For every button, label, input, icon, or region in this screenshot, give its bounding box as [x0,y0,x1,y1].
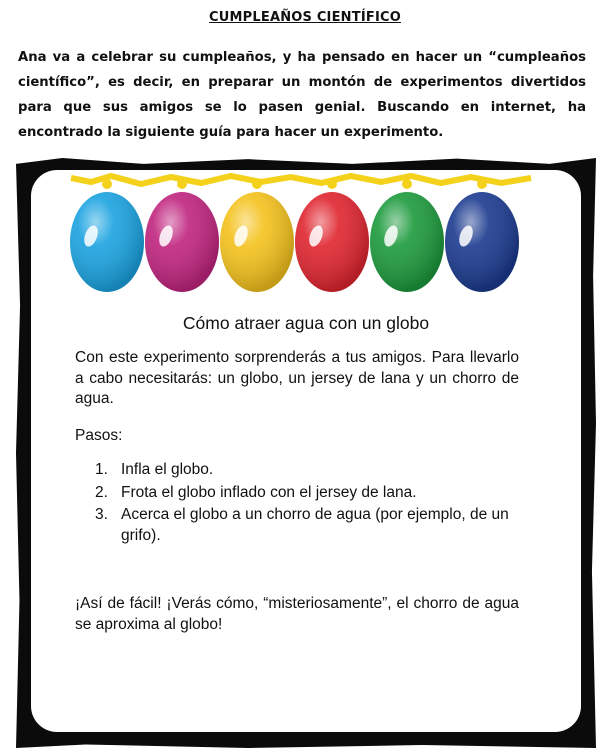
balloon-knot [327,179,337,189]
intro-paragraph: Ana va a celebrar su cumpleaños, y ha pensado en hacer un “cumpleaños científico”, es decir, en preparar un montón de experimentos divertidos para que sus amigos se lo pasen genial. Buscando en internet, ha encontrado la siguiente guía para hacer un experimento. [18,50,586,140]
balloon-shine [220,192,294,292]
step-item [75,505,519,546]
balloon-shine [145,192,219,292]
balloon-shine [295,192,369,292]
step-item [75,483,519,504]
steps-list [75,460,519,548]
balloon-knot [102,179,112,189]
step-text: Frota el globo inflado con el jersey de lana. [121,483,417,501]
document-title: CUMPLEAÑOS CIENTÍFICO [209,10,401,25]
balloon-knot [252,179,262,189]
balloon-shine [445,192,519,292]
step-number: 2. [95,483,108,501]
steps-heading: Pasos: [75,427,123,444]
guide-intro: Con este experimento sorprenderás a tus amigos. Para llevarlo a cabo necesitarás: un globo, un jersey de lana y un chorro de agua. [75,349,519,407]
step-number: 3. [95,506,108,523]
balloons-illustration [31,170,581,310]
guide-card [31,170,581,732]
balloon-knot [477,179,487,189]
step-item [75,460,519,481]
step-text: Acerca el globo a un chorro de agua (por ejemplo, de un grifo). [121,506,509,544]
streamer [71,176,531,184]
step-text: Infla el globo. [121,461,214,478]
step-number: 1. [95,461,108,478]
balloon-knot [402,179,412,189]
guide-title: Cómo atraer agua con un globo [182,313,430,333]
closing-paragraph: ¡Así de fácil! ¡Verás cómo, “misteriosamente”, el chorro de agua se aproxima al globo! [75,595,519,633]
balloon-knot [177,179,187,189]
balloon-shine [370,192,444,292]
balloon-shine [70,192,144,292]
